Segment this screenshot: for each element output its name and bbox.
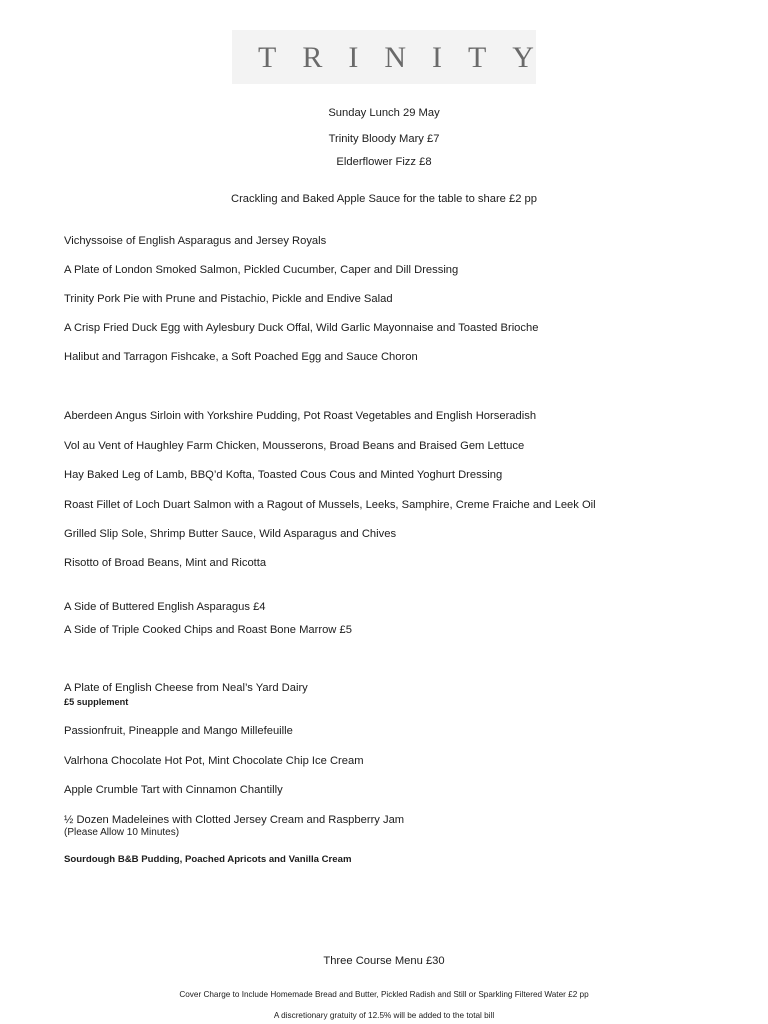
dessert-item: ½ Dozen Madeleines with Clotted Jersey Cream and Raspberry Jam	[64, 814, 405, 826]
starter-item: A Plate of London Smoked Salmon, Pickled Cucumber, Caper and Dill Dressing	[64, 264, 459, 276]
dessert-item: Valrhona Chocolate Hot Pot, Mint Chocolate Chip Ice Cream	[64, 755, 364, 767]
starter-item: Vichyssoise of English Asparagus and Jersey Royals	[64, 235, 327, 247]
logo	[232, 30, 560, 84]
starter-item: Trinity Pork Pie with Prune and Pistachio, Pickle and Endive Salad	[64, 293, 393, 305]
main-item: Vol au Vent of Haughley Farm Chicken, Mousserons, Broad Beans and Braised Gem Lettuce	[64, 440, 525, 452]
side-item: A Side of Triple Cooked Chips and Roast Bone Marrow £5	[64, 624, 352, 636]
starter-item: A Crisp Fried Duck Egg with Aylesbury Duck Offal, Wild Garlic Mayonnaise and Toasted Brioche	[64, 322, 539, 334]
drink-elderflower-fizz: Elderflower Fizz £8	[336, 156, 432, 168]
logo-text: TRINITY	[258, 41, 560, 74]
dessert-item: Apple Crumble Tart with Cinnamon Chantilly	[64, 784, 283, 796]
menu-date: Sunday Lunch 29 May	[328, 107, 440, 119]
drink-bloody-mary: Trinity Bloody Mary £7	[328, 133, 440, 145]
main-item: Roast Fillet of Loch Duart Salmon with a Ragout of Mussels, Leeks, Samphire, Creme Fraiche and Leek Oil	[64, 499, 596, 511]
main-item: Risotto of Broad Beans, Mint and Ricotta	[64, 557, 267, 569]
gratuity-line: A discretionary gratuity of 12.5% will be added to the total bill	[273, 1011, 495, 1020]
starter-item: Halibut and Tarragon Fishcake, a Soft Poached Egg and Sauce Choron	[64, 351, 418, 363]
main-item: Grilled Slip Sole, Shrimp Butter Sauce, Wild Asparagus and Chives	[64, 528, 397, 540]
menu-price: Three Course Menu £30	[323, 955, 445, 967]
side-item: A Side of Buttered English Asparagus £4	[64, 601, 266, 613]
main-item: Aberdeen Angus Sirloin with Yorkshire Pudding, Pot Roast Vegetables and English Horseradish	[64, 410, 537, 422]
cover-charge-line: Cover Charge to Include Homemade Bread and Butter, Pickled Radish and Still or Sparkling Filtered Water £2 pp	[179, 990, 589, 999]
main-item: Hay Baked Leg of Lamb, BBQ’d Kofta, Toasted Cous Cous and Minted Yoghurt Dressing	[64, 469, 503, 481]
table-share-line: Crackling and Baked Apple Sauce for the table to share £2 pp	[231, 193, 537, 205]
dessert-item: Sourdough B&B Pudding, Poached Apricots and Vanilla Cream	[64, 854, 352, 865]
dessert-note: £5 supplement	[64, 697, 129, 707]
dessert-item: A Plate of English Cheese from Neal’s Yard Dairy	[64, 682, 308, 694]
dessert-item: Passionfruit, Pineapple and Mango Millefeuille	[64, 725, 293, 737]
dessert-note: (Please Allow 10 Minutes)	[64, 827, 180, 838]
